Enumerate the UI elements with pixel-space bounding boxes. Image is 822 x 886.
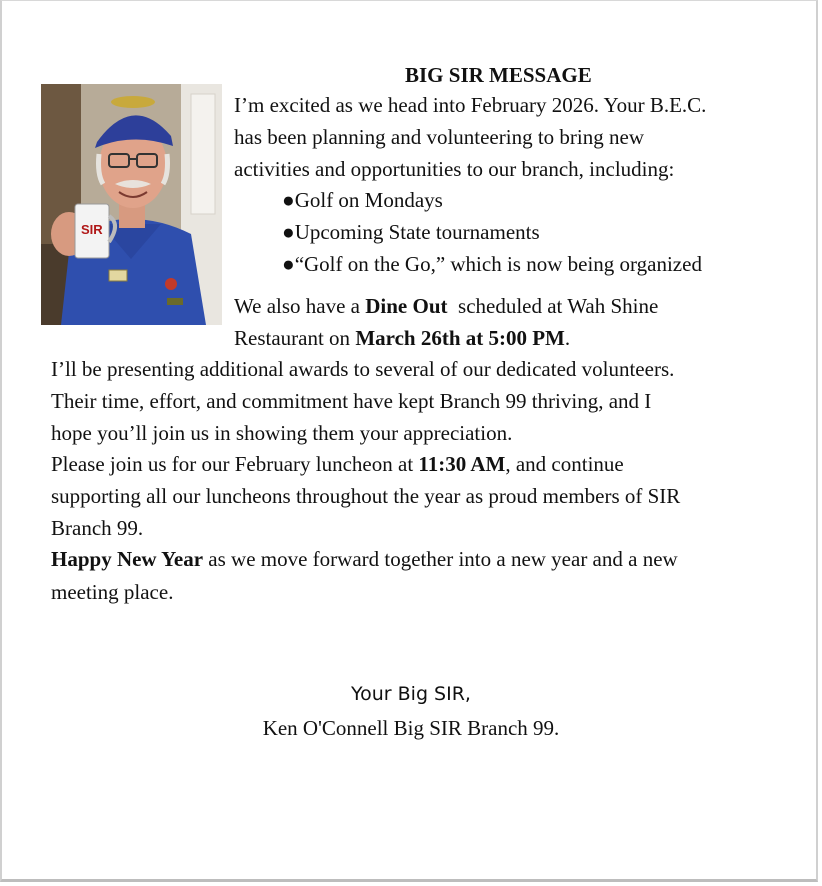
portrait-illustration xyxy=(41,84,222,325)
luncheon-time-bold: 11:30 AM xyxy=(418,452,506,476)
closing-line-2: meeting place. xyxy=(51,580,174,604)
awards-line-2: Their time, effort, and commitment have kept Branch 99 thriving, and I xyxy=(51,389,652,413)
message-title-text: BIG SIR MESSAGE xyxy=(405,63,592,87)
luncheon-line-1 xyxy=(51,448,624,480)
luncheon-line-3: Branch 99. xyxy=(51,516,144,540)
awards-line-1: I’ll be presenting additional awards to several of our dedicated volunteers. xyxy=(51,357,675,381)
luncheon-line-2: supporting all our luncheons throughout the year as proud members of SIR xyxy=(51,484,681,508)
dine-line2-post: . xyxy=(564,326,571,350)
bullet-item xyxy=(282,248,702,280)
signature-salutation: Your Big SIR, xyxy=(351,683,471,705)
bullet-item xyxy=(282,184,443,216)
dine-out-line-2 xyxy=(234,322,570,354)
signature-name: Ken O'Connell Big SIR Branch 99. xyxy=(262,716,560,740)
dine-line2-pre: Restaurant on xyxy=(234,326,356,350)
bullet-dot-icon: ● xyxy=(282,220,295,244)
luncheon-post: , and continue xyxy=(505,452,624,476)
luncheon-pre: Please join us for our February luncheon at xyxy=(51,452,419,476)
intro-line-1: I’m excited as we head into February 2026. Your B.E.C. xyxy=(234,93,707,117)
bullet-dot-icon: ● xyxy=(282,188,295,212)
dine-post: scheduled at Wah Shine xyxy=(447,294,659,318)
intro-line-3: activities and opportunities to our branch, including: xyxy=(234,157,675,181)
dine-out-bold: Dine Out xyxy=(365,294,448,318)
closing-post: as we move forward together into a new year and a new xyxy=(203,547,678,571)
awards-line-3: hope you’ll join us in showing them your appreciation. xyxy=(51,421,513,445)
bullet-item xyxy=(282,216,540,248)
intro-line-2: has been planning and volunteering to bring new xyxy=(234,125,644,149)
bullet-text: Golf on Mondays xyxy=(294,188,443,212)
closing-line-1 xyxy=(51,543,678,575)
bullet-text: “Golf on the Go,” which is now being organized xyxy=(294,252,702,276)
mug-logo-text: SIR xyxy=(81,222,103,237)
dine-date-bold: March 26th at 5:00 PM xyxy=(355,326,565,350)
big-sir-photo xyxy=(41,84,222,325)
dine-pre: We also have a xyxy=(234,294,366,318)
bullet-text: Upcoming State tournaments xyxy=(294,220,540,244)
dine-out-line-1 xyxy=(234,290,658,322)
bullet-dot-icon: ● xyxy=(282,252,295,276)
happy-new-year-bold: Happy New Year xyxy=(51,547,204,571)
